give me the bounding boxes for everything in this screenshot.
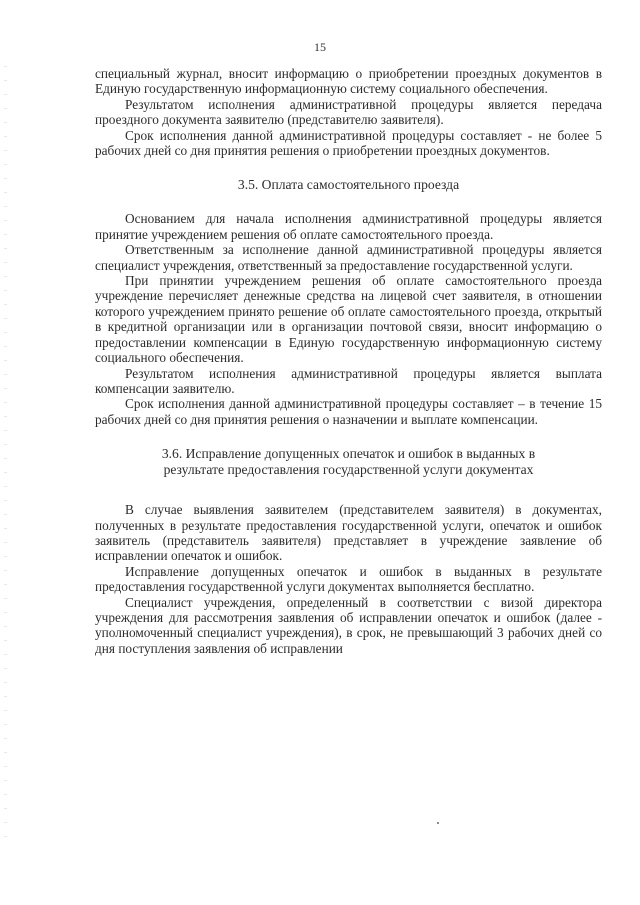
document-body xyxy=(95,66,602,656)
paragraph: Специалист учреждения, определенный в соответствии с визой директора учреждения для рассмотрения заявления об исправлении опечаток и ошибок (далее - уполномоченный специалист учреждения), в срок, не превышающий 3 рабочих дней со дня поступления заявления об исправлении xyxy=(95,594,602,656)
paragraph: В случае выявления заявителем (представителем заявителя) в документах, полученных в результате предоставления государственной услуги, опечаток и ошибок заявитель (представитель заявителя) представляет в учреждение заявление об исправлении опечаток и ошибок. xyxy=(95,502,602,564)
section-heading-3-6 xyxy=(95,446,602,478)
page-number: 15 xyxy=(314,40,326,54)
paragraph: Исправление допущенных опечаток и ошибок в выданных в результате предоставления государственной услуги документах выполняется бесплатно. xyxy=(95,563,602,595)
paragraph: При принятии учреждением решения об оплате самостоятельного проезда учреждение перечисляет денежные средства на лицевой счет заявителя, в отношении которого учреждением принято решение об оплате самостоятельного проезда, открытый в кредитной организации или в организации почтовой связи, вносит информацию о предоставлении компенсации в Единую государственную информационную систему социального обеспечения. xyxy=(95,273,602,366)
paragraph: Срок исполнения данной административной процедуры составляет – в течение 15 рабочих дней со дня принятия решения о назначении и выплате компенсации. xyxy=(95,396,602,427)
paragraph: Срок исполнения данной административной процедуры составляет - не более 5 рабочих дней со дня принятия решения о приобретении проездных документов. xyxy=(95,127,602,159)
scan-edge-marks xyxy=(4,60,7,840)
paragraph: Результатом исполнения административной процедуры является передача проездного документа заявителю (представителю заявителя). xyxy=(95,96,602,128)
paragraph-continued: специальный журнал, вносит информацию о приобретении проездных документов в Единую государственную информационную систему социального обеспечения. xyxy=(95,66,602,97)
paragraph: Основанием для начала исполнения административной процедуры является принятие учреждением решения об оплате самостоятельного проезда. xyxy=(95,211,602,242)
paragraph: Результатом исполнения административной процедуры является выплата компенсации заявителю. xyxy=(95,365,602,396)
section-heading-line: 3.6. Исправление допущенных опечаток и ошибок в выданных в xyxy=(161,446,536,462)
scan-speck xyxy=(437,822,439,824)
paragraph: Ответственным за исполнение данной административной процедуры является специалист учреждения, ответственный за предоставление государственной услуги. xyxy=(95,242,602,273)
section-heading-line: результате предоставления государственной услуги документах xyxy=(163,462,534,478)
section-heading-3-5: 3.5. Оплата самостоятельного проезда xyxy=(237,177,460,193)
